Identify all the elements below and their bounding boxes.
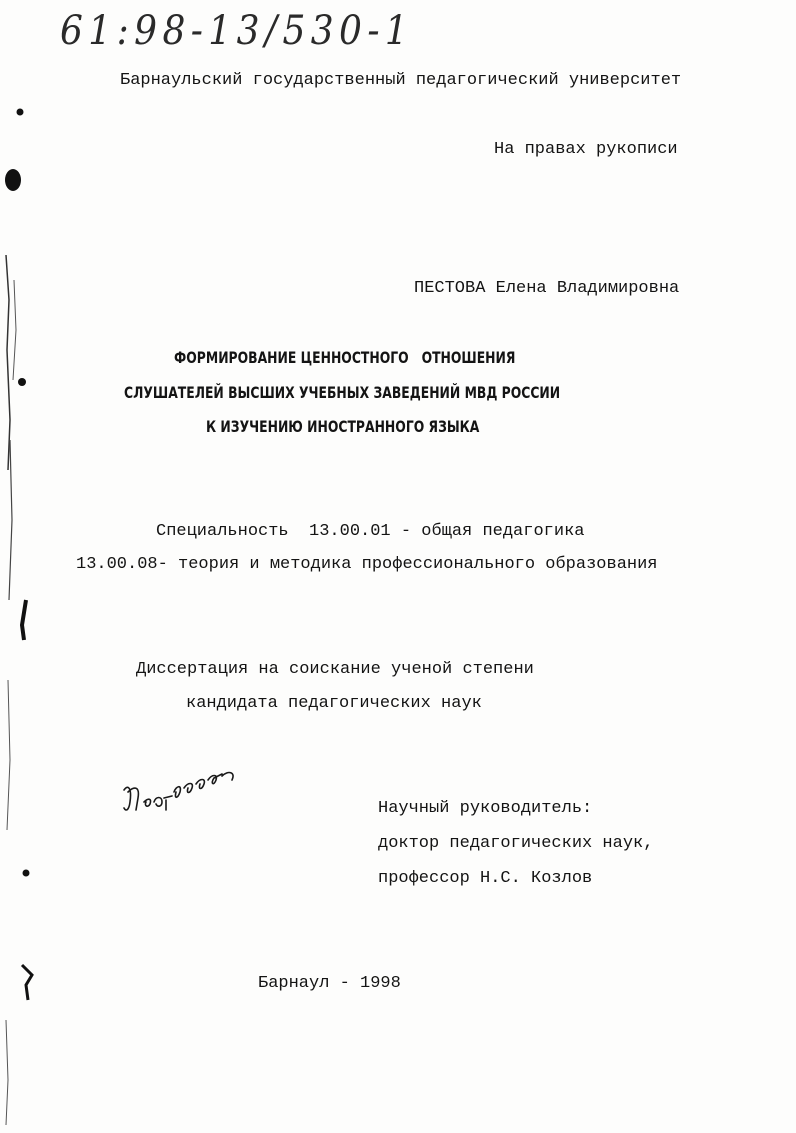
author-signature xyxy=(118,762,258,832)
punch-hole-mark xyxy=(18,378,26,386)
university-name: Барнаульский государственный педагогический университет xyxy=(120,71,682,90)
manuscript-rights-note: На правах рукописи xyxy=(494,140,678,159)
binding-edge-mark xyxy=(6,1020,8,1125)
binding-edge-mark xyxy=(6,255,10,470)
binding-edge-mark xyxy=(22,965,32,1000)
degree-line-2: кандидата педагогических наук xyxy=(186,694,482,713)
binding-edge-mark xyxy=(13,280,16,380)
author-name: ПЕСТОВА Елена Владимировна xyxy=(414,279,680,298)
punch-hole-mark xyxy=(5,169,21,191)
supervisor-label: Научный руководитель: xyxy=(378,799,593,818)
supervisor-name: профессор Н.С. Козлов xyxy=(378,869,593,888)
specialty-line-1: Специальность 13.00.01 - общая педагогика xyxy=(156,522,585,541)
supervisor-degree: доктор педагогических наук, xyxy=(378,834,654,853)
binding-edge-mark xyxy=(9,440,12,600)
title-line-3: К ИЗУЧЕНИЮ ИНОСТРАННОГО ЯЗЫКА xyxy=(206,417,480,436)
binding-edge-mark xyxy=(22,600,26,640)
degree-line-1: Диссертация на соискание ученой степени xyxy=(136,660,534,679)
archive-code-handwritten: 61:98-13/530-1 xyxy=(60,8,414,54)
place-and-year: Барнаул - 1998 xyxy=(258,974,401,993)
punch-hole-mark xyxy=(23,870,30,877)
title-line-2: СЛУШАТЕЛЕЙ ВЫСШИХ УЧЕБНЫХ ЗАВЕДЕНИЙ МВД РОССИИ xyxy=(124,383,561,402)
scan-margin-artifacts xyxy=(0,0,40,1133)
specialty-line-2: 13.00.08- теория и методика профессионального образования xyxy=(76,555,658,574)
title-line-1: ФОРМИРОВАНИЕ ЦЕННОСТНОГО ОТНОШЕНИЯ xyxy=(174,348,516,367)
binding-edge-mark xyxy=(7,680,10,830)
punch-hole-mark xyxy=(17,109,24,116)
